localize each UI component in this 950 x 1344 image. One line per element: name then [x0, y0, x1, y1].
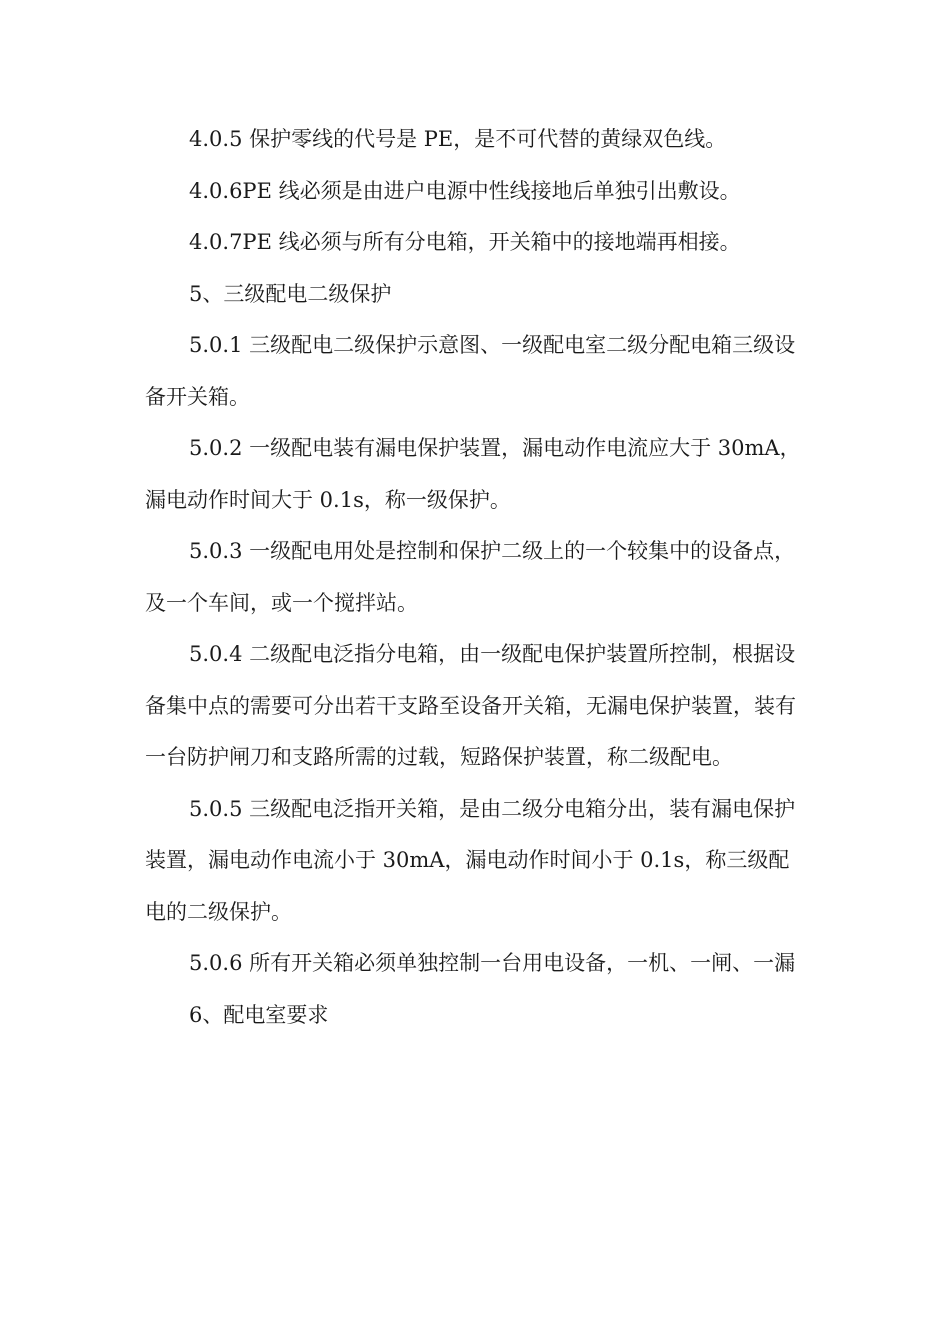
paragraph-5-0-1: 5.0.1 三级配电二级保护示意图、一级配电室二级分配电箱三级设备开关箱。 [145, 333, 796, 409]
paragraph-5-0-5: 5.0.5 三级配电泛指开关箱，是由二级分电箱分出，装有漏电保护装置，漏电动作电流小于 30mA，漏电动作时间小于 0.1s，称三级配电的二级保护。 [145, 796, 796, 924]
paragraph-5-0-4: 5.0.4 二级配电泛指分电箱，由一级配电保护装置所控制，根据设备集中点的需要可分出若干支路至设备开关箱，无漏电保护装置，装有一台防护闸刀和支路所需的过载，短路保护装置，称二级配电。 [145, 642, 796, 769]
paragraph-4-0-5: 4.0.5 保护零线的代号是 PE，是不可代替的黄绿双色线。 [189, 127, 727, 151]
paragraph-5-0-2: 5.0.2 一级配电装有漏电保护装置，漏电动作电流应大于 30mA，漏电动作时间大于 0.1s，称一级保护。 [145, 436, 801, 512]
paragraph-5-0-6: 5.0.6 所有开关箱必须单独控制一台用电设备，一机、一闸、一漏 [189, 951, 796, 975]
paragraph-4-0-6: 4.0.6PE 线必须是由进户电源中性线接地后单独引出敷设。 [189, 178, 741, 203]
paragraph-5-0-3: 5.0.3 一级配电用处是控制和保护二级上的一个较集中的设备点，及一个车间，或一个搅拌站。 [145, 539, 796, 615]
document-body [145, 114, 810, 1041]
section-heading-5: 5、三级配电二级保护 [189, 281, 392, 306]
paragraph-4-0-7: 4.0.7PE 线必须与所有分电箱，开关箱中的接地端再相接。 [189, 230, 741, 254]
section-heading-6: 6、配电室要求 [189, 1002, 329, 1027]
